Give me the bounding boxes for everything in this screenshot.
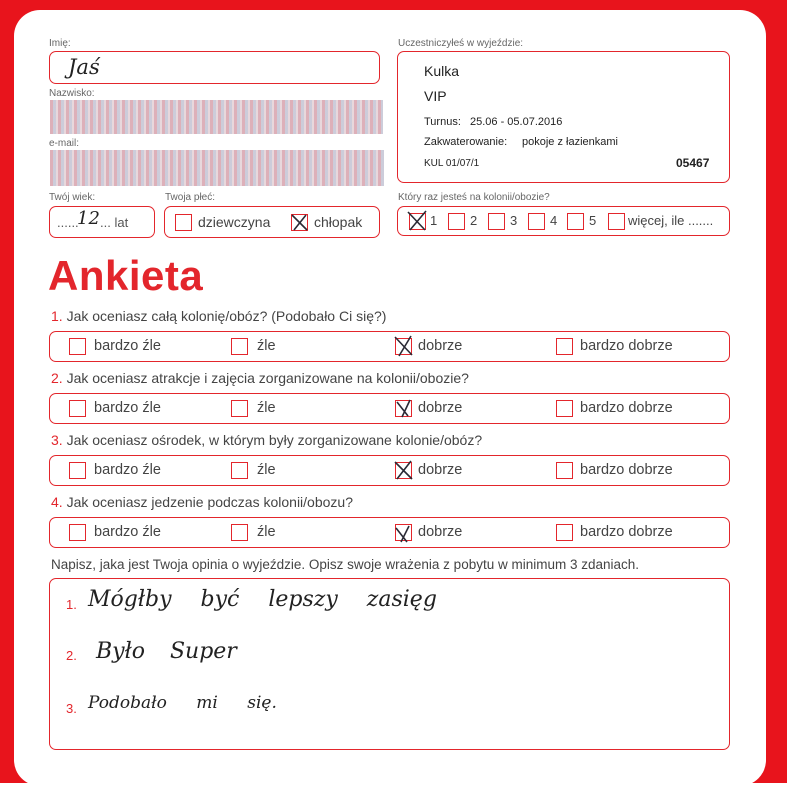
- question-number: 4.: [51, 494, 63, 510]
- participant-box: [397, 51, 730, 183]
- turnus-value: 25.06 - 05.07.2016: [470, 116, 563, 128]
- opinion-line-number: 2.: [66, 648, 77, 663]
- gender-label: Twoja płeć:: [165, 192, 216, 203]
- age-prefix: ......: [57, 215, 79, 230]
- surname-label: Nazwisko:: [49, 88, 95, 99]
- visits-option-1: 1: [430, 213, 438, 228]
- name-field[interactable]: [49, 51, 380, 84]
- age-value: 12: [77, 208, 100, 229]
- q1-checkbox-very-good[interactable]: [556, 338, 573, 355]
- check-mark-icon: [393, 334, 415, 358]
- q4-checkbox-very-good[interactable]: [556, 524, 573, 541]
- question-1-options: [49, 331, 730, 362]
- opinion-line-2: Było Super: [96, 639, 237, 664]
- visits-option-more: więcej, ile .......: [628, 213, 714, 228]
- opinion-prompt: Napisz, jaka jest Twoja opinia o wyjeździe. Opisz swoje wrażenia z pobytu w minimum 3 zdaniach.: [51, 557, 640, 572]
- participant-label: Uczestniczyłeś w wyjeździe:: [398, 38, 524, 49]
- question-number: 3.: [51, 432, 63, 448]
- q1-checkbox-good[interactable]: [395, 338, 412, 355]
- age-suffix: ... lat: [100, 215, 129, 230]
- email-label: e-mail:: [49, 138, 80, 149]
- check-mark-icon: [393, 396, 415, 420]
- visits-option-2: 2: [470, 213, 478, 228]
- question-text: Jak oceniasz ośrodek, w którym były zorganizowane kolonie/obóz?: [66, 432, 483, 448]
- visits-option-3: 3: [510, 213, 518, 228]
- name-value: Jaś: [68, 55, 100, 79]
- check-mark-icon: [407, 209, 429, 233]
- opinion-line-number: 3.: [66, 701, 77, 716]
- q3-option-bad: źle: [257, 462, 276, 478]
- q1-option-very-bad: bardzo źle: [94, 338, 161, 354]
- q1-checkbox-very-bad[interactable]: [69, 338, 86, 355]
- q4-checkbox-bad[interactable]: [231, 524, 248, 541]
- age-label: Twój wiek:: [49, 192, 96, 203]
- q1-option-bad: źle: [257, 338, 276, 354]
- check-mark-icon: [393, 520, 415, 544]
- check-mark-icon: [289, 210, 311, 234]
- accommodation-label: Zakwaterowanie:: [424, 136, 508, 148]
- q3-checkbox-good[interactable]: [395, 462, 412, 479]
- question-number: 1.: [51, 308, 63, 324]
- visits-label: Który raz jesteś na kolonii/obozie?: [398, 192, 550, 203]
- visits-checkbox-4[interactable]: [528, 213, 545, 230]
- q4-checkbox-good[interactable]: [395, 524, 412, 541]
- check-mark-icon: [393, 458, 415, 482]
- q3-checkbox-very-bad[interactable]: [69, 462, 86, 479]
- q4-checkbox-very-bad[interactable]: [69, 524, 86, 541]
- turnus-label: Turnus:: [424, 116, 461, 128]
- q4-option-good: dobrze: [418, 524, 463, 540]
- camp-name: Kulka: [424, 63, 460, 79]
- camp-type: VIP: [424, 88, 447, 104]
- visits-checkbox-1[interactable]: [409, 213, 426, 230]
- q4-option-very-bad: bardzo źle: [94, 524, 161, 540]
- question-2: [51, 370, 469, 386]
- question-3-options: [49, 455, 730, 486]
- q4-option-bad: źle: [257, 524, 276, 540]
- q2-option-bad: źle: [257, 400, 276, 416]
- q3-checkbox-bad[interactable]: [231, 462, 248, 479]
- q3-option-very-good: bardzo dobrze: [580, 462, 673, 478]
- q3-option-good: dobrze: [418, 462, 463, 478]
- email-redacted: [50, 150, 384, 186]
- q2-checkbox-very-good[interactable]: [556, 400, 573, 417]
- q3-option-very-bad: bardzo źle: [94, 462, 161, 478]
- question-text: Jak oceniasz atrakcje i zajęcia zorganizowane na kolonii/obozie?: [66, 370, 469, 386]
- question-1: [51, 308, 386, 324]
- name-label: Imię:: [49, 38, 71, 49]
- q2-checkbox-bad[interactable]: [231, 400, 248, 417]
- q1-checkbox-bad[interactable]: [231, 338, 248, 355]
- opinion-line-number: 1.: [66, 597, 77, 612]
- surname-redacted: [50, 100, 383, 134]
- gender-checkbox-girl[interactable]: [175, 214, 192, 231]
- opinion-line-3: Podobało mi się.: [88, 693, 277, 713]
- q2-option-good: dobrze: [418, 400, 463, 416]
- visits-field: [397, 206, 730, 236]
- q2-option-very-bad: bardzo źle: [94, 400, 161, 416]
- q4-option-very-good: bardzo dobrze: [580, 524, 673, 540]
- gender-checkbox-boy[interactable]: [291, 214, 308, 231]
- question-4-options: [49, 517, 730, 548]
- camp-code: KUL 01/07/1: [424, 158, 480, 169]
- camp-number: 05467: [676, 156, 710, 170]
- visits-checkbox-2[interactable]: [448, 213, 465, 230]
- age-field[interactable]: [49, 206, 155, 238]
- visits-checkbox-5[interactable]: [567, 213, 584, 230]
- opinion-textarea[interactable]: [49, 578, 730, 750]
- question-number: 2.: [51, 370, 63, 386]
- accommodation-value: pokoje z łazienkami: [522, 136, 618, 148]
- visits-checkbox-3[interactable]: [488, 213, 505, 230]
- question-text: Jak oceniasz całą kolonię/obóz? (Podobało Ci się?): [66, 308, 387, 324]
- q2-checkbox-good[interactable]: [395, 400, 412, 417]
- q2-checkbox-very-bad[interactable]: [69, 400, 86, 417]
- visits-checkbox-more[interactable]: [608, 213, 625, 230]
- gender-option-girl: dziewczyna: [198, 214, 271, 230]
- q1-option-very-good: bardzo dobrze: [580, 338, 673, 354]
- gender-field: [164, 206, 380, 238]
- q3-checkbox-very-good[interactable]: [556, 462, 573, 479]
- question-4: [51, 494, 353, 510]
- question-2-options: [49, 393, 730, 424]
- question-3: [51, 432, 482, 448]
- q1-option-good: dobrze: [418, 338, 463, 354]
- visits-option-4: 4: [550, 213, 558, 228]
- opinion-line-1: Mógłby być lepszy zasięg: [88, 587, 437, 612]
- gender-option-boy: chłopak: [314, 214, 363, 230]
- question-text: Jak oceniasz jedzenie podczas kolonii/obozu?: [66, 494, 353, 510]
- visits-option-5: 5: [589, 213, 597, 228]
- q2-option-very-good: bardzo dobrze: [580, 400, 673, 416]
- survey-title: Ankieta: [48, 252, 204, 299]
